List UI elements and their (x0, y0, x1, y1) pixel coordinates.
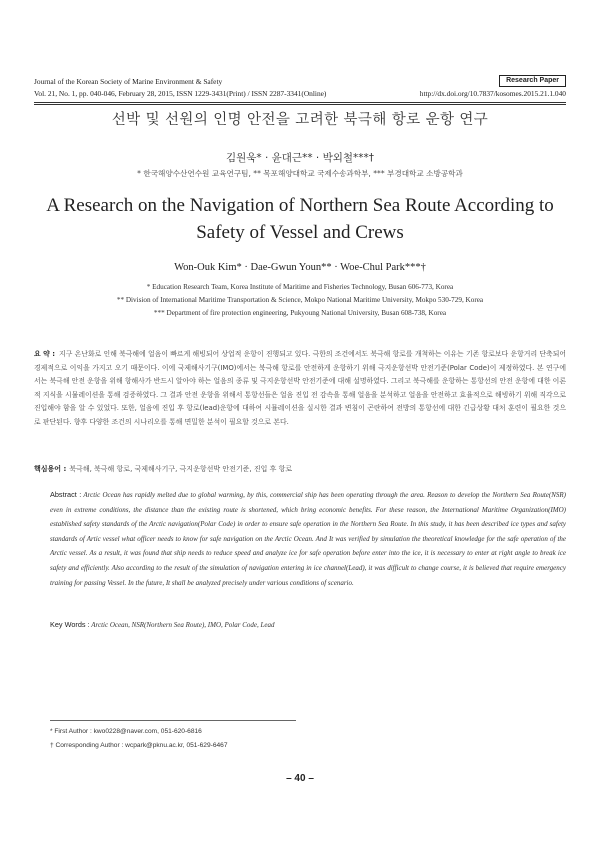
korean-authors: 김원욱* · 윤대근** · 박외철***† (225, 152, 375, 164)
english-abstract (50, 488, 566, 590)
journal-name: Journal of the Korean Society of Marine Environment & Safety (34, 77, 223, 86)
korean-abstract-text: 지구 온난화로 인해 북극해에 얼음이 빠르게 해빙되어 상업적 운항이 진행되고 있다. 극한의 조건에서도 북극해 항로를 개척하는 이유는 기존 항로보다 운항거리 단축되어 경제적으로 이익을 가지고 오기 때문이다. 이에 국제해사기구(IMO)에서는 북극해 항로를 안전하게 운항하기 위해 극지운항선박 안전기준(Polar Code)이 제정하였다. 본 연구에서는 북극해 안전 운항을 위해 항해사가 반드시 알아야 하는 얼음의 종류 및 극지운항선박 안전기준에 대해 설명하였다. 그리고 북극해를 운항하는 통항선의 안전 운항에 대한 이론적 지식을 시뮬레이션을 통해 검증하였다. 그 결과 안전 운항을 위해서 통항선들은 얼음 진입 전 감속을 통해 얼음을 분석하고 얼음을 안전하고 효율적으로 해빙하기 위해 직각으로 진입해야 함을 알 수 있었다. 또한, 얼음에 진입 후 항로(lead)운항에 대하여 시뮬레이션을 실시한 결과 변침이 곤란하여 전방의 통항선에 대한 긴급상황 대처 훈련이 필요한 것으로 판단된다. 향후 다양한 조건의 시나리오를 통해 면밀한 분석이 필요할 것으로 본다. (34, 350, 567, 426)
korean-affiliations: * 한국해양수산연수원 교육연구팀, ** 목포해양대학교 국제수송과학부, *** 부경대학교 소방공학과 (137, 169, 463, 178)
korean-keywords (34, 464, 566, 474)
korean-title: 선박 및 선원의 인명 안전을 고려한 북극해 항로 운항 연구 (111, 112, 489, 128)
english-title: A Research on the Navigation of Northern Sea Route According to Safety of Vessel and Crews (46, 195, 554, 243)
page-number: – 40 – (286, 773, 314, 784)
journal-citation: Vol. 21, No. 1, pp. 040-046, February 28, 2015, ISSN 1229-3431(Print) / ISSN 2287-3341(Online) (34, 89, 327, 98)
article-type-badge: Research Paper (499, 75, 566, 87)
footnote-corresponding-author: † Corresponding Author : wcpark@pknu.ac.kr, 051-629-6467 (50, 742, 228, 749)
english-authors: Won-Ouk Kim* · Dae-Gwun Youn** · Woe-Chul Park***† (174, 262, 426, 273)
english-affiliation-2: ** Division of International Maritime Transportation & Science, Mokpo National Maritime University, Mokpo 530-729, Korea (116, 296, 484, 304)
korean-keywords-text: 북극해, 북극해 항로, 국제해사기구, 극지운항선박 안전기준, 진입 후 항로 (69, 465, 293, 473)
english-keywords (50, 620, 566, 629)
korean-abstract-label: 요 약 : (34, 350, 56, 358)
korean-keywords-label: 핵심용어 : (34, 465, 67, 473)
english-abstract-text: Arctic Ocean has rapidly melted due to global warming, by this, commercial ship has been operating through the area. Reason to develop the Northern Sea Route(NSR) even in extreme conditions, the distance than the existing route is shortened, which bring economic benefits. For these reason, the International Maritime Organization(IMO) established safety standards of the Arctic navigation(Polar Code) in order to ensure safe operation in the Northern Sea Route. In this study, it has been described ice types and safety standards of Artic vessel what officer needs to know for safe navigation on the Arctic Ocean. And It was verified by simulation the theoretical knowledge for the safe operation of the Arctic vessel. As a result, it was found that ship needs to reduce speed and analyze ice for safe operation before enter into the ice, it is necessary to enter at right angle to break ice safety and efficiently. Also according to the result of the simulation of navigation entering in ice channel(Lead), it was difficult to change course, it is believed that require emergency training for passing Vessel. In the future, It shall be analyzed precisely under various conditions of scenario. (50, 491, 567, 587)
english-keywords-label: Key Words : (50, 620, 90, 629)
footnote-rule (50, 720, 296, 721)
english-affiliation-3: *** Department of fire protection engineering, Pukyoung National University, Busan 608-738, Korea (153, 309, 447, 317)
doi-link[interactable]: http://dx.doi.org/10.7837/kosomes.2015.21.1.040 (419, 89, 566, 98)
english-keywords-text: Arctic Ocean, NSR(Northern Sea Route), IMO, Polar Code, Lead (91, 621, 275, 629)
header-rule-top (34, 102, 566, 103)
korean-abstract (34, 348, 566, 430)
english-abstract-label: Abstract : (50, 490, 82, 499)
footnote-first-author: * First Author : kwo0228@naver.com, 051-620-6816 (50, 728, 202, 735)
header-rule-bottom (34, 104, 566, 105)
english-affiliation-1: * Education Research Team, Korea Institute of Maritime and Fisheries Technology, Busan 606-773, Korea (146, 283, 454, 291)
journal-header (34, 76, 566, 102)
